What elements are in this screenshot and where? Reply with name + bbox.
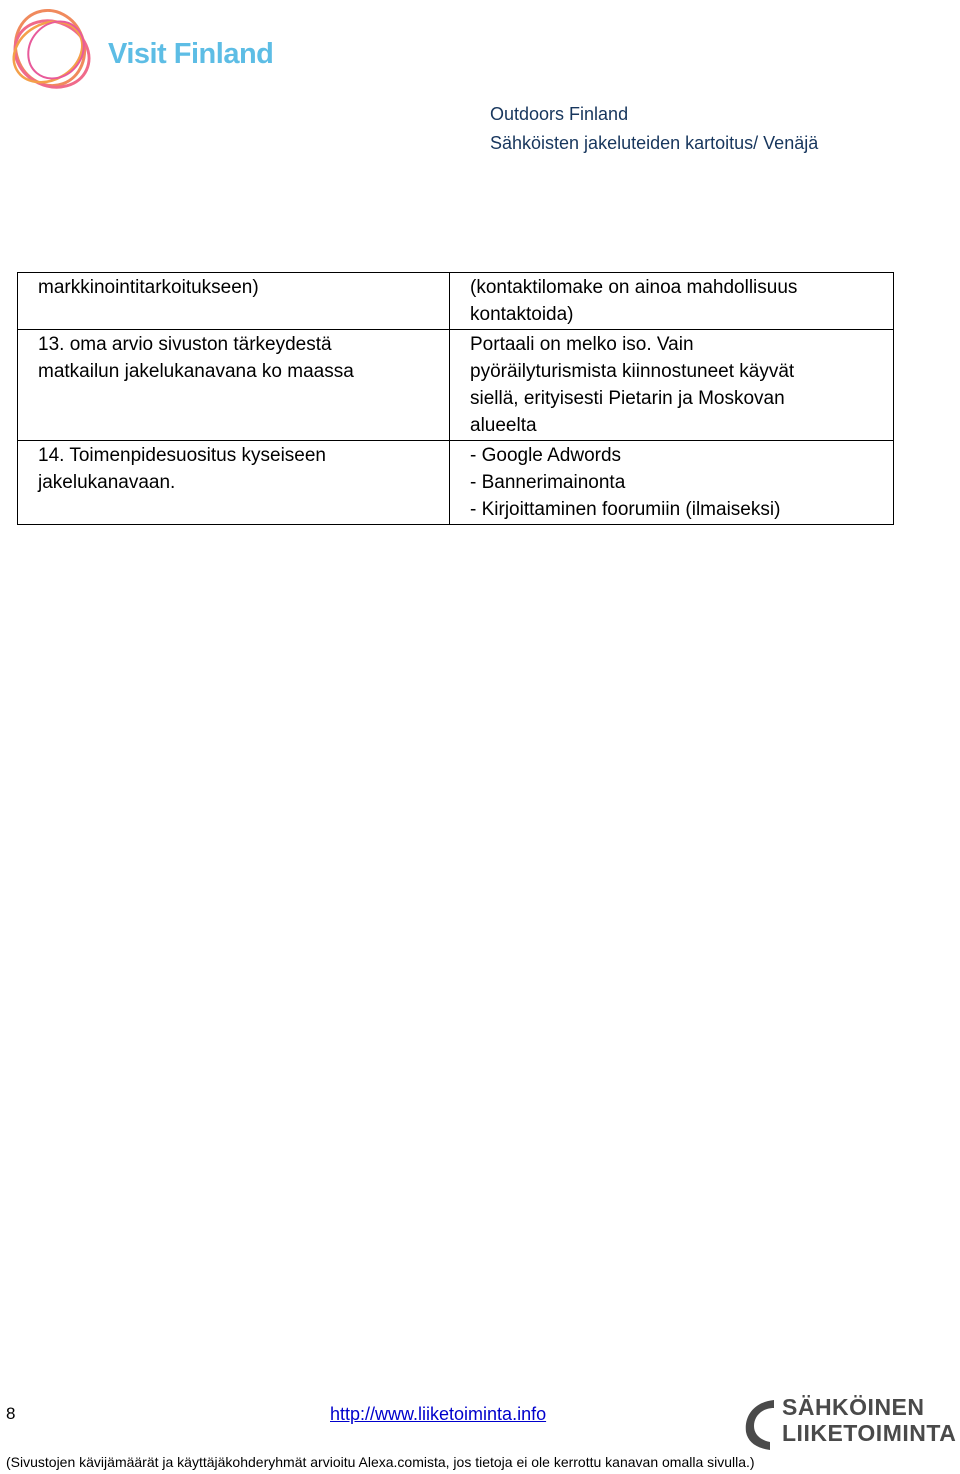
logo-text: Visit Finland <box>108 38 274 70</box>
cell-line: 14. Toimenpidesuositus kyseiseen <box>38 445 326 466</box>
page-number: 8 <box>6 1404 16 1423</box>
table-cell-value <box>450 441 894 525</box>
cell-line: alueelta <box>470 415 537 436</box>
table-cell-label <box>18 273 450 330</box>
brand-text <box>782 1394 956 1446</box>
cell-line: pyöräilyturismista kiinnostuneet käyvät <box>470 361 795 382</box>
cell-line: 13. oma arvio sivuston tärkeydestä <box>38 334 332 355</box>
footer-note: (Sivustojen kävijämäärät ja käyttäjäkohderyhmät arvioitu Alexa.comista, jos tietoja ei ole kerrottu kanavan omalla sivulla.) <box>6 1454 755 1470</box>
website-link[interactable]: http://www.liiketoiminta.info <box>330 1404 547 1424</box>
table-cell-label <box>18 330 450 441</box>
cell-line: siellä, erityisesti Pietarin ja Moskovan <box>470 388 785 409</box>
cell-line: - Kirjoittaminen foorumiin (ilmaiseksi) <box>470 499 781 520</box>
header-subtitle: Sähköisten jakeluteiden kartoitus/ Venäjä <box>490 133 819 153</box>
header-title: Outdoors Finland <box>490 104 629 124</box>
cell-line: jakelukanavaan. <box>38 472 176 493</box>
sahkoinen-liiketoiminta-logo <box>740 1394 956 1452</box>
table-cell-value <box>450 330 894 441</box>
brand-line-2: LIIKETOIMINTA <box>782 1420 957 1446</box>
content-table <box>17 272 894 525</box>
cell-line: Portaali on melko iso. Vain <box>470 334 694 355</box>
table-cell-label <box>18 441 450 525</box>
table-row <box>18 330 894 441</box>
cell-line: - Bannerimainonta <box>470 472 626 493</box>
brand-arc-icon <box>740 1396 778 1452</box>
table-row <box>18 273 894 330</box>
cell-line: matkailun jakelukanavana ko maassa <box>38 361 354 382</box>
visit-finland-logo <box>4 4 274 98</box>
visit-finland-swirl-icon <box>4 4 104 98</box>
document-header <box>490 100 818 158</box>
brand-line-1: SÄHKÖINEN <box>782 1394 925 1420</box>
cell-line: - Google Adwords <box>470 445 622 466</box>
cell-line: (kontaktilomake on ainoa mahdollisuus <box>470 277 798 298</box>
table-row <box>18 441 894 525</box>
table-cell-value <box>450 273 894 330</box>
cell-line: kontaktoida) <box>470 304 574 325</box>
cell-line: markkinointitarkoitukseen) <box>38 277 259 298</box>
